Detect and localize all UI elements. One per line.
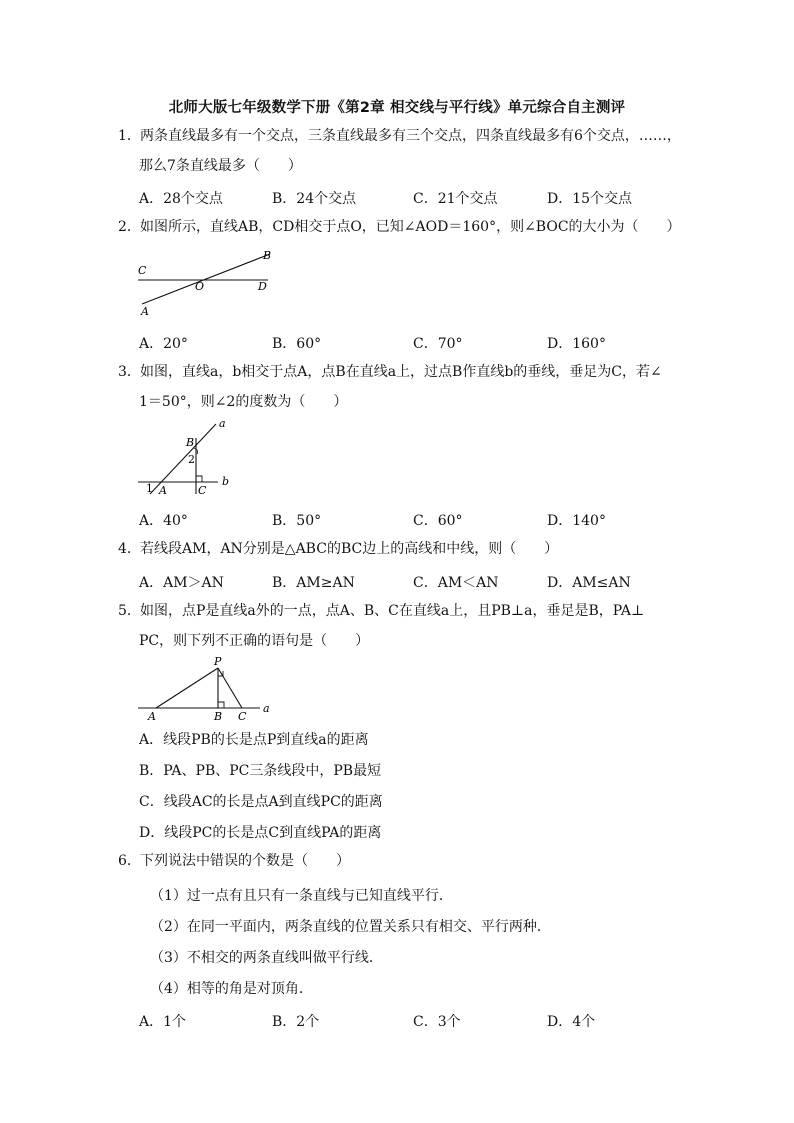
figure-perpendicular-lines xyxy=(132,416,242,500)
option-a[interactable]: A．28个交点 xyxy=(139,191,223,207)
question-number: 5． xyxy=(118,603,141,619)
label-a-point: A xyxy=(159,484,167,497)
question-1-stem-cont: 那么7条直线最多（ ） xyxy=(139,158,302,174)
option-d[interactable]: D．15个交点 xyxy=(547,191,633,207)
label-b: B xyxy=(214,710,223,723)
option-d[interactable]: D．160° xyxy=(547,336,606,352)
statement-4: （4）相等的角是对顶角． xyxy=(150,981,313,997)
option-b[interactable]: B．24个交点 xyxy=(272,191,357,207)
question-5-option-b[interactable]: B．PA、PB、PC三条线段中，PB最短 xyxy=(139,763,382,779)
label-angle-2: 2 xyxy=(188,453,195,466)
label-b-line: b xyxy=(222,475,230,488)
question-text: 如图所示，直线AB，CD相交于点O，已知∠AOD＝160°，则∠BOC的大小为（ ） xyxy=(140,219,681,235)
question-number: 2． xyxy=(118,219,141,235)
label-p: P xyxy=(214,655,222,668)
question-1-stem xyxy=(118,121,688,152)
question-number: 3． xyxy=(118,364,141,380)
question-text: 下列说法中错误的个数是（ ） xyxy=(140,853,350,869)
label-d: D xyxy=(258,280,267,293)
question-5-option-d[interactable]: D．线段PC的长是点C到直线PA的距离 xyxy=(139,825,382,841)
option-b[interactable]: B．50° xyxy=(272,513,322,529)
label-a-line: a xyxy=(263,702,270,715)
question-5-stem-cont: PC，则下列不正确的语句是（ ） xyxy=(139,633,370,649)
figure-right-triangle xyxy=(132,654,277,724)
statement-3: （3）不相交的两条直线叫做平行线． xyxy=(150,950,383,966)
option-a[interactable]: A．20° xyxy=(139,336,188,352)
option-a[interactable]: A．AM＞AN xyxy=(139,575,224,591)
question-5-option-c[interactable]: C．线段AC的长是点A到直线PC的距离 xyxy=(139,794,383,810)
question-number: 4． xyxy=(118,541,141,557)
label-a: A xyxy=(148,710,156,723)
question-5-stem xyxy=(118,596,688,627)
question-4-stem xyxy=(118,534,688,565)
question-1-options xyxy=(139,188,699,212)
label-b: B xyxy=(186,436,195,449)
option-d[interactable]: D．4个 xyxy=(547,1014,596,1030)
label-b: B xyxy=(263,249,272,262)
page-title: 北师大版七年级数学下册《第2章 相交线与平行线》单元综合自主测评 xyxy=(168,100,626,116)
question-text: 两条直线最多有一个交点，三条直线最多有三个交点，四条直线最多有6个交点，……， xyxy=(140,128,681,144)
option-a[interactable]: A．40° xyxy=(139,513,188,529)
label-a-line: a xyxy=(219,417,226,430)
label-o: O xyxy=(195,280,205,293)
question-4-options xyxy=(139,572,699,596)
question-6-options xyxy=(139,1011,699,1035)
question-text: 如图，点P是直线a外的一点，点A、B、C在直线a上，且PB⊥a，垂足是B，PA⊥ xyxy=(140,603,645,619)
question-number: 1． xyxy=(118,128,141,144)
question-2-stem xyxy=(118,212,688,243)
option-c[interactable]: C．70° xyxy=(413,336,463,352)
label-c: C xyxy=(198,484,207,497)
figure-intersecting-lines xyxy=(130,246,290,318)
option-c[interactable]: C．AM＜AN xyxy=(413,575,499,591)
question-3-stem xyxy=(118,357,688,388)
question-text: 如图，直线a，b相交于点A，点B在直线a上，过点B作直线b的垂线，垂足为C，若∠ xyxy=(140,364,662,380)
option-c[interactable]: C．21个交点 xyxy=(413,191,498,207)
label-a: A xyxy=(141,305,149,318)
label-c: C xyxy=(138,264,147,277)
option-d[interactable]: D．AM≤AN xyxy=(547,575,631,591)
option-d[interactable]: D．140° xyxy=(547,513,606,529)
question-number: 6． xyxy=(118,853,141,869)
question-text: 若线段AM，AN分别是△ABC的BC边上的高线和中线，则（ ） xyxy=(140,541,559,557)
option-c[interactable]: C．60° xyxy=(413,513,463,529)
statement-1: （1）过一点有且只有一条直线与已知直线平行． xyxy=(150,888,453,904)
option-c[interactable]: C．3个 xyxy=(413,1014,461,1030)
question-3-options xyxy=(139,510,699,534)
question-6-stem xyxy=(118,846,688,877)
label-angle-1: 1 xyxy=(146,482,153,495)
option-b[interactable]: B．2个 xyxy=(272,1014,320,1030)
question-2-options xyxy=(139,333,699,357)
option-a[interactable]: A．1个 xyxy=(139,1014,187,1030)
question-3-stem-cont: 1＝50°，则∠2的度数为（ ） xyxy=(139,394,348,410)
statement-2: （2）在同一平面内，两条直线的位置关系只有相交、平行两种． xyxy=(150,919,551,935)
label-c: C xyxy=(238,710,247,723)
option-b[interactable]: B．AM≥AN xyxy=(272,575,355,591)
question-5-option-a[interactable]: A．线段PB的长是点P到直线a的距离 xyxy=(139,732,369,748)
option-b[interactable]: B．60° xyxy=(272,336,322,352)
